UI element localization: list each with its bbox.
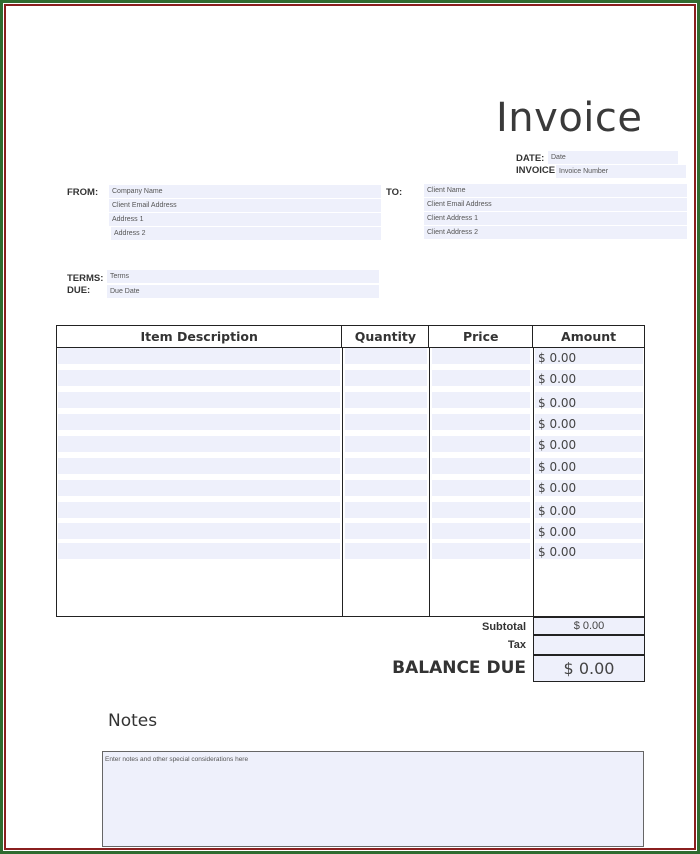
row-price-field[interactable] [432,480,530,496]
row-amount-value: $ 0.00 [538,372,577,386]
col-header-amount: Amount [533,326,645,348]
notes-field[interactable]: Enter notes and other special considerations here [102,751,644,847]
row-description-field[interactable] [58,392,340,408]
row-amount-value: $ 0.00 [538,525,577,539]
row-quantity-field[interactable] [345,458,427,474]
row-quantity-field[interactable] [345,502,427,518]
row-description-field[interactable] [58,414,340,430]
to-client-name-field[interactable]: Client Name [424,184,687,197]
terms-field[interactable]: Terms [107,270,379,283]
row-price-field[interactable] [432,392,530,408]
due-label: DUE: [67,285,91,296]
row-price-field[interactable] [432,458,530,474]
row-quantity-field[interactable] [345,436,427,452]
balance-due-label: BALANCE DUE [392,658,526,678]
row-description-field[interactable] [58,480,340,496]
row-price-field[interactable] [432,543,530,559]
from-email-field[interactable]: Client Email Address [109,199,381,212]
date-label: DATE: [516,153,545,164]
from-label: FROM: [67,187,99,198]
tax-label: Tax [507,639,526,651]
row-description-field[interactable] [58,502,340,518]
terms-label: TERMS: [67,273,104,284]
row-amount-value: $ 0.00 [538,396,577,410]
row-price-field[interactable] [432,436,530,452]
row-amount-value: $ 0.00 [538,417,577,431]
row-price-field[interactable] [432,348,530,364]
to-address2-field[interactable]: Client Address 2 [424,226,687,239]
row-amount-value: $ 0.00 [538,351,577,365]
invoice-number-label: INVOICE [516,165,556,176]
items-table [56,325,645,348]
row-quantity-field[interactable] [345,392,427,408]
row-price-field[interactable] [432,414,530,430]
row-description-field[interactable] [58,348,340,364]
row-description-field[interactable] [58,458,340,474]
due-date-field[interactable]: Due Date [107,285,379,298]
row-price-field[interactable] [432,370,530,386]
balance-due-value: $ 0.00 [533,655,645,682]
row-price-field[interactable] [432,502,530,518]
row-amount-value: $ 0.00 [538,438,577,452]
notes-title: Notes [108,711,158,731]
col-header-quantity: Quantity [342,326,429,348]
from-company-name-field[interactable]: Company Name [109,185,381,198]
row-quantity-field[interactable] [345,523,427,539]
row-amount-value: $ 0.00 [538,460,577,474]
row-price-field[interactable] [432,523,530,539]
page-title: Invoice [496,95,643,141]
invoice-number-field[interactable]: Invoice Number [556,165,686,178]
row-quantity-field[interactable] [345,370,427,386]
row-amount-value: $ 0.00 [538,545,577,559]
date-field[interactable]: Date [548,151,678,164]
table-header-row [57,326,645,348]
col-header-price: Price [429,326,533,348]
to-email-field[interactable]: Client Email Address [424,198,687,211]
row-description-field[interactable] [58,436,340,452]
row-description-field[interactable] [58,370,340,386]
row-description-field[interactable] [58,543,340,559]
row-amount-value: $ 0.00 [538,481,577,495]
subtotal-label: Subtotal [482,621,526,633]
row-quantity-field[interactable] [345,480,427,496]
row-amount-value: $ 0.00 [538,504,577,518]
to-label: TO: [386,187,403,198]
to-address1-field[interactable]: Client Address 1 [424,212,687,225]
row-quantity-field[interactable] [345,543,427,559]
from-address1-field[interactable]: Address 1 [109,213,381,226]
subtotal-value: $ 0.00 [533,617,645,635]
row-quantity-field[interactable] [345,414,427,430]
row-quantity-field[interactable] [345,348,427,364]
row-description-field[interactable] [58,523,340,539]
tax-field[interactable] [533,635,645,655]
col-header-description: Item Description [57,326,342,348]
from-address2-field[interactable]: Address 2 [111,227,381,240]
